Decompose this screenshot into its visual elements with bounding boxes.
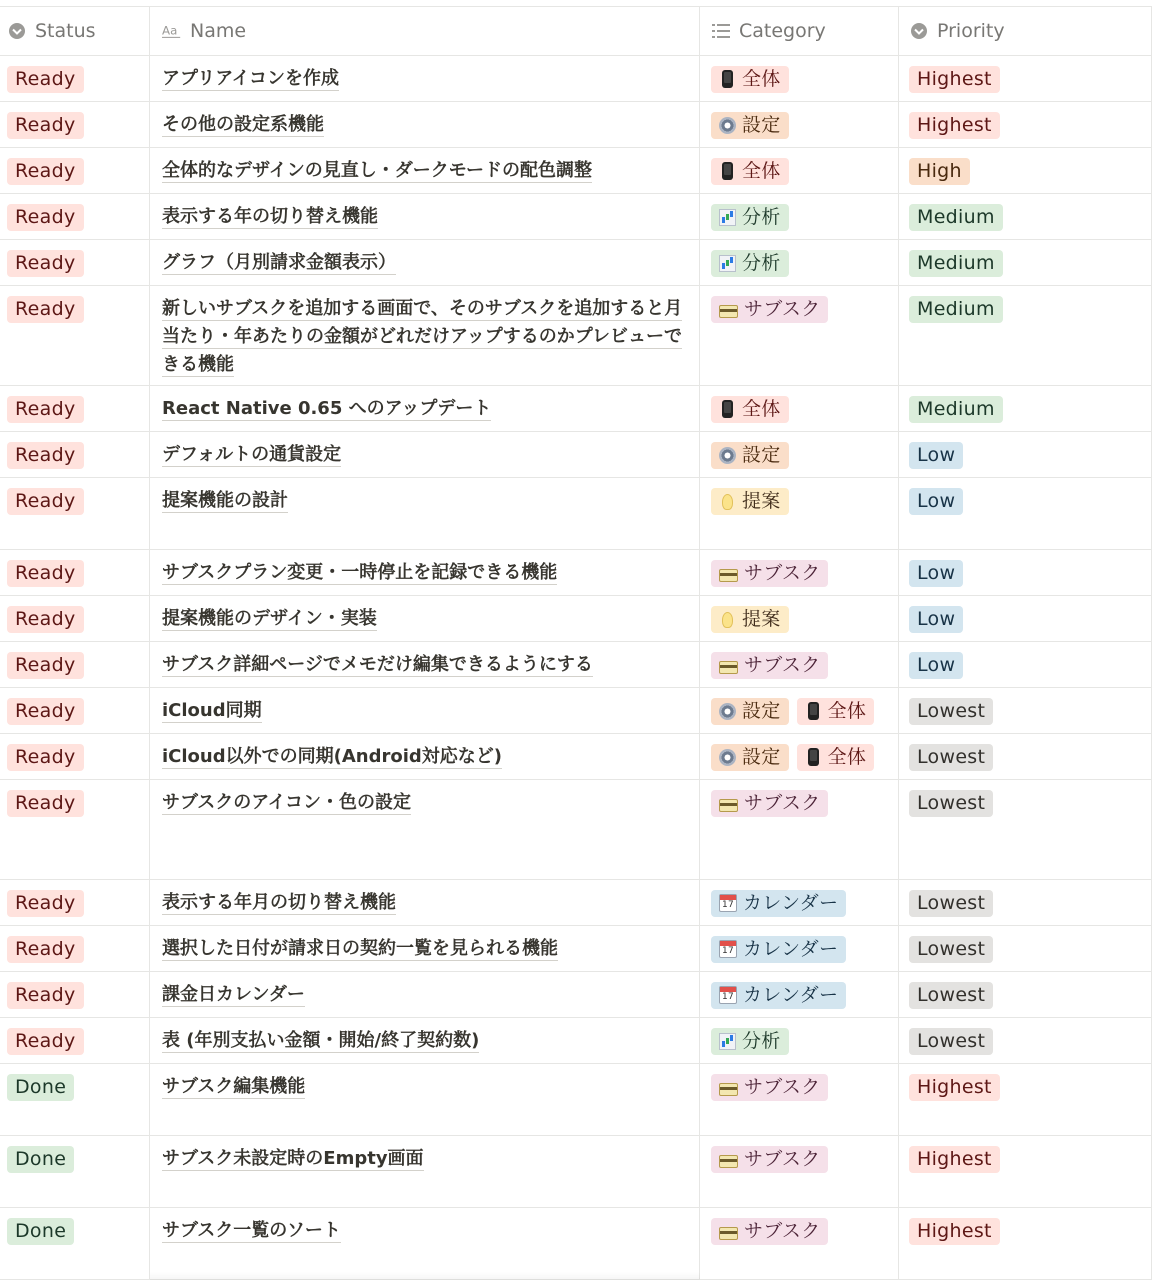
priority-tag: High bbox=[909, 158, 970, 185]
status-tag: Ready bbox=[7, 1028, 84, 1055]
priority-cell[interactable] bbox=[899, 432, 1152, 477]
name-cell[interactable] bbox=[150, 286, 700, 385]
category-tag bbox=[711, 1028, 789, 1055]
page-title-text: その他の設定系機能 bbox=[162, 114, 324, 135]
priority-tag: Lowest bbox=[909, 890, 993, 917]
table-row[interactable] bbox=[0, 478, 1152, 550]
priority-tag: Highest bbox=[909, 112, 1000, 139]
name-cell[interactable] bbox=[150, 1064, 700, 1135]
table-row[interactable] bbox=[0, 734, 1152, 780]
category-tag bbox=[711, 560, 828, 587]
category-cell[interactable] bbox=[700, 880, 899, 925]
page-title-text: 新しいサブスクを追加する画面で、そのサブスクを追加すると月 bbox=[162, 298, 683, 319]
category-label: 全体 bbox=[742, 68, 781, 90]
page-title-text: サブスク編集機能 bbox=[162, 1076, 306, 1097]
priority-tag: Lowest bbox=[909, 1028, 993, 1055]
column-header-status[interactable] bbox=[0, 7, 150, 55]
light-bulb-icon bbox=[722, 612, 733, 628]
status-tag: Ready bbox=[7, 158, 84, 185]
gear-icon bbox=[719, 117, 736, 134]
category-label: 設定 bbox=[742, 114, 781, 136]
priority-cell[interactable] bbox=[899, 56, 1152, 101]
status-tag: Ready bbox=[7, 890, 84, 917]
priority-tag: Highest bbox=[909, 1218, 1000, 1245]
select-property-icon bbox=[909, 21, 929, 41]
name-cell[interactable] bbox=[150, 596, 700, 641]
category-cell[interactable] bbox=[700, 102, 899, 147]
table-row[interactable] bbox=[0, 240, 1152, 286]
category-label: 全体 bbox=[827, 746, 867, 768]
priority-tag: Highest bbox=[909, 1074, 1000, 1101]
status-tag: Ready bbox=[7, 442, 84, 469]
bar-chart-icon bbox=[719, 209, 736, 226]
category-cell[interactable] bbox=[700, 642, 899, 687]
calendar-icon bbox=[719, 986, 737, 1004]
table-row[interactable] bbox=[0, 596, 1152, 642]
status-tag: Ready bbox=[7, 606, 84, 633]
table-row[interactable] bbox=[0, 642, 1152, 688]
name-cell[interactable] bbox=[150, 688, 700, 733]
page-title-link[interactable] bbox=[162, 559, 699, 587]
name-cell[interactable] bbox=[150, 56, 700, 101]
calendar-icon bbox=[719, 940, 737, 958]
page-title-text: 表示する年月の切り替え機能 bbox=[162, 892, 396, 913]
category-tag bbox=[711, 204, 789, 231]
page-title-link[interactable] bbox=[162, 157, 699, 185]
status-cell[interactable] bbox=[0, 1064, 150, 1135]
category-tag bbox=[711, 66, 789, 93]
page-title-text: サブスクプラン変更・一時停止を記録できる機能 bbox=[162, 562, 558, 583]
page-title-text: サブスクのアイコン・色の設定 bbox=[162, 792, 411, 813]
page-title-link[interactable] bbox=[162, 981, 699, 1009]
light-bulb-icon bbox=[722, 494, 733, 510]
priority-tag: Low bbox=[909, 560, 963, 587]
status-cell[interactable] bbox=[0, 972, 150, 1017]
priority-tag: Low bbox=[909, 652, 963, 679]
priority-cell[interactable] bbox=[899, 880, 1152, 925]
category-label: サブスク bbox=[744, 298, 821, 320]
table-header bbox=[0, 6, 1152, 56]
category-tag bbox=[711, 296, 828, 323]
select-property-icon bbox=[7, 21, 27, 41]
table-row[interactable] bbox=[0, 780, 1152, 880]
status-tag: Ready bbox=[7, 66, 84, 93]
mobile-phone-icon bbox=[722, 400, 733, 418]
column-header-priority[interactable] bbox=[899, 7, 1152, 55]
category-cell[interactable] bbox=[700, 432, 899, 477]
gear-icon bbox=[719, 447, 736, 464]
status-tag: Done bbox=[7, 1074, 74, 1101]
name-cell[interactable] bbox=[150, 386, 700, 431]
category-tag bbox=[711, 936, 846, 963]
priority-cell[interactable] bbox=[899, 972, 1152, 1017]
status-tag: Ready bbox=[7, 296, 84, 323]
priority-cell[interactable] bbox=[899, 926, 1152, 971]
status-tag: Ready bbox=[7, 936, 84, 963]
status-tag: Ready bbox=[7, 204, 84, 231]
priority-cell[interactable] bbox=[899, 550, 1152, 595]
page-title-text: デフォルトの通貨設定 bbox=[162, 444, 342, 465]
status-cell[interactable] bbox=[0, 734, 150, 779]
page-title-text: 選択した日付が請求日の契約一覧を見られる機能 bbox=[162, 938, 558, 959]
name-cell[interactable] bbox=[150, 194, 700, 239]
priority-cell[interactable] bbox=[899, 642, 1152, 687]
category-tag bbox=[711, 112, 789, 139]
category-tag bbox=[711, 790, 828, 817]
status-tag: Ready bbox=[7, 744, 84, 771]
table-row[interactable] bbox=[0, 432, 1152, 478]
page-title-link[interactable] bbox=[162, 697, 699, 725]
category-label: サブスク bbox=[744, 654, 821, 676]
category-label: カレンダー bbox=[743, 938, 839, 960]
status-cell[interactable] bbox=[0, 478, 150, 549]
scroll-shadow bbox=[150, 1272, 700, 1280]
status-cell[interactable] bbox=[0, 1018, 150, 1063]
priority-tag: Lowest bbox=[909, 982, 993, 1009]
priority-tag: Low bbox=[909, 442, 963, 469]
table-row[interactable] bbox=[0, 1064, 1152, 1136]
category-label: カレンダー bbox=[743, 984, 839, 1006]
page-title-text: 表示する年の切り替え機能 bbox=[162, 206, 378, 227]
priority-tag: Lowest bbox=[909, 744, 993, 771]
column-header-label: Priority bbox=[937, 20, 1005, 42]
mobile-phone-icon bbox=[808, 702, 819, 720]
category-cell[interactable] bbox=[700, 56, 899, 101]
svg-text:Aa: Aa bbox=[162, 23, 178, 38]
name-cell[interactable] bbox=[150, 972, 700, 1017]
status-tag: Ready bbox=[7, 488, 84, 515]
priority-cell[interactable] bbox=[899, 286, 1152, 385]
status-cell[interactable] bbox=[0, 102, 150, 147]
page-title-text: iCloud同期 bbox=[162, 700, 262, 721]
status-cell[interactable] bbox=[0, 1136, 150, 1207]
page-title-text: 当たり・年あたりの金額がどれだけアップするのかプレビューで bbox=[162, 326, 683, 347]
category-tag bbox=[711, 158, 789, 185]
category-label: カレンダー bbox=[743, 892, 839, 914]
column-header-label: Category bbox=[739, 20, 826, 42]
category-tag bbox=[711, 1074, 828, 1101]
priority-cell[interactable] bbox=[899, 1018, 1152, 1063]
page-title-text: サブスク未設定時のEmpty画面 bbox=[162, 1148, 424, 1169]
status-cell[interactable] bbox=[0, 880, 150, 925]
category-cell[interactable] bbox=[700, 1064, 899, 1135]
table-row[interactable] bbox=[0, 688, 1152, 734]
page-title-link[interactable] bbox=[162, 605, 699, 633]
category-label: 設定 bbox=[742, 444, 781, 466]
priority-tag: Medium bbox=[909, 296, 1003, 323]
name-cell[interactable] bbox=[150, 780, 700, 879]
status-cell[interactable] bbox=[0, 432, 150, 477]
status-tag: Ready bbox=[7, 560, 84, 587]
category-cell[interactable] bbox=[700, 596, 899, 641]
mobile-phone-icon bbox=[808, 748, 819, 766]
status-tag: Ready bbox=[7, 698, 84, 725]
category-cell[interactable] bbox=[700, 1208, 899, 1279]
category-tag bbox=[711, 1146, 828, 1173]
name-cell[interactable] bbox=[150, 432, 700, 477]
credit-card-icon bbox=[719, 799, 738, 812]
status-cell[interactable] bbox=[0, 780, 150, 879]
category-label: 設定 bbox=[742, 700, 781, 722]
status-cell[interactable] bbox=[0, 194, 150, 239]
credit-card-icon bbox=[719, 661, 738, 674]
page-title-text: 提案機能の設計 bbox=[162, 490, 288, 511]
page-title-link[interactable] bbox=[162, 295, 699, 379]
status-cell[interactable] bbox=[0, 642, 150, 687]
priority-cell[interactable] bbox=[899, 386, 1152, 431]
name-cell[interactable] bbox=[150, 1136, 700, 1207]
priority-tag: Highest bbox=[909, 66, 1000, 93]
table-row[interactable] bbox=[0, 148, 1152, 194]
name-cell[interactable] bbox=[150, 642, 700, 687]
page-title-text: iCloud以外での同期(Android対応など) bbox=[162, 746, 502, 767]
page-title-text: きる機能 bbox=[162, 354, 234, 375]
category-label: サブスク bbox=[744, 1220, 821, 1242]
status-cell[interactable] bbox=[0, 926, 150, 971]
priority-tag: Medium bbox=[909, 396, 1003, 423]
category-label: 提案 bbox=[742, 608, 781, 630]
category-cell[interactable] bbox=[700, 780, 899, 879]
status-tag: Ready bbox=[7, 250, 84, 277]
priority-tag: Highest bbox=[909, 1146, 1000, 1173]
category-label: サブスク bbox=[744, 562, 821, 584]
category-label: 全体 bbox=[742, 160, 781, 182]
table-row[interactable] bbox=[0, 102, 1152, 148]
category-tag bbox=[711, 744, 789, 771]
status-cell[interactable] bbox=[0, 688, 150, 733]
category-tag bbox=[711, 890, 846, 917]
column-header-label: Status bbox=[35, 20, 96, 42]
bar-chart-icon bbox=[719, 1033, 736, 1050]
gear-icon bbox=[719, 749, 736, 766]
page-title-link[interactable] bbox=[162, 249, 699, 277]
priority-cell[interactable] bbox=[899, 780, 1152, 879]
name-cell[interactable] bbox=[150, 148, 700, 193]
category-cell[interactable] bbox=[700, 688, 899, 733]
category-tag bbox=[711, 442, 789, 469]
page-title-link[interactable] bbox=[162, 203, 699, 231]
category-label: 分析 bbox=[742, 206, 781, 228]
category-tag bbox=[711, 1218, 828, 1245]
category-label: サブスク bbox=[744, 1148, 821, 1170]
status-tag: Ready bbox=[7, 112, 84, 139]
category-cell[interactable] bbox=[700, 194, 899, 239]
priority-cell[interactable] bbox=[899, 596, 1152, 641]
table-row[interactable] bbox=[0, 1018, 1152, 1064]
credit-card-icon bbox=[719, 569, 738, 582]
category-tag bbox=[711, 396, 789, 423]
priority-cell[interactable] bbox=[899, 102, 1152, 147]
status-tag: Ready bbox=[7, 790, 84, 817]
table-row[interactable] bbox=[0, 56, 1152, 102]
table-body bbox=[0, 56, 1152, 1280]
category-tag bbox=[711, 488, 789, 515]
page-title-text: React Native 0.65 へのアップデート bbox=[162, 398, 492, 419]
status-cell[interactable] bbox=[0, 240, 150, 285]
status-cell[interactable] bbox=[0, 386, 150, 431]
status-cell[interactable] bbox=[0, 56, 150, 101]
priority-tag: Lowest bbox=[909, 936, 993, 963]
category-cell[interactable] bbox=[700, 386, 899, 431]
table-row[interactable] bbox=[0, 880, 1152, 926]
priority-cell[interactable] bbox=[899, 1064, 1152, 1135]
category-label: 設定 bbox=[742, 746, 781, 768]
priority-cell[interactable] bbox=[899, 1136, 1152, 1207]
table-row[interactable] bbox=[0, 1208, 1152, 1280]
category-tag bbox=[797, 698, 875, 725]
page-title-link[interactable] bbox=[162, 111, 699, 139]
category-tag bbox=[711, 652, 828, 679]
category-cell[interactable] bbox=[700, 926, 899, 971]
page-title-text: グラフ（月別請求金額表示） bbox=[162, 252, 396, 273]
category-tag bbox=[711, 698, 789, 725]
priority-cell[interactable] bbox=[899, 194, 1152, 239]
priority-cell[interactable] bbox=[899, 240, 1152, 285]
table-row[interactable] bbox=[0, 1136, 1152, 1208]
page-title-link[interactable] bbox=[162, 935, 699, 963]
category-cell[interactable] bbox=[700, 1018, 899, 1063]
page-title-link[interactable] bbox=[162, 1217, 699, 1245]
gear-icon bbox=[719, 703, 736, 720]
page-title-link[interactable] bbox=[162, 789, 699, 817]
category-tag bbox=[711, 982, 846, 1009]
table-row[interactable] bbox=[0, 194, 1152, 240]
status-cell[interactable] bbox=[0, 286, 150, 385]
calendar-icon bbox=[719, 894, 737, 912]
page-title-link[interactable] bbox=[162, 743, 699, 771]
name-cell[interactable] bbox=[150, 1208, 700, 1279]
priority-tag: Medium bbox=[909, 250, 1003, 277]
category-cell[interactable] bbox=[700, 240, 899, 285]
category-cell[interactable] bbox=[700, 1136, 899, 1207]
page-title-link[interactable] bbox=[162, 1073, 699, 1101]
text-property-icon bbox=[162, 21, 182, 41]
page-title-text: 課金日カレンダー bbox=[162, 984, 305, 1005]
category-label: サブスク bbox=[744, 1076, 821, 1098]
status-cell[interactable] bbox=[0, 596, 150, 641]
name-cell[interactable] bbox=[150, 926, 700, 971]
status-cell[interactable] bbox=[0, 148, 150, 193]
table-row[interactable] bbox=[0, 550, 1152, 596]
status-tag: Ready bbox=[7, 982, 84, 1009]
page-title-link[interactable] bbox=[162, 1145, 699, 1173]
credit-card-icon bbox=[719, 1083, 738, 1096]
credit-card-icon bbox=[719, 305, 738, 318]
category-cell[interactable] bbox=[700, 286, 899, 385]
page-title-text: 表 (年別支払い金額・開始/終了契約数) bbox=[162, 1030, 480, 1051]
priority-cell[interactable] bbox=[899, 478, 1152, 549]
status-tag: Done bbox=[7, 1146, 74, 1173]
status-tag: Ready bbox=[7, 396, 84, 423]
priority-tag: Medium bbox=[909, 204, 1003, 231]
page-title-text: アプリアイコンを作成 bbox=[162, 68, 339, 89]
category-cell[interactable] bbox=[700, 478, 899, 549]
column-header-category[interactable] bbox=[700, 7, 899, 55]
name-cell[interactable] bbox=[150, 880, 700, 925]
status-cell[interactable] bbox=[0, 1208, 150, 1279]
priority-cell[interactable] bbox=[899, 1208, 1152, 1279]
category-tag bbox=[711, 250, 789, 277]
status-tag: Ready bbox=[7, 652, 84, 679]
table-row[interactable] bbox=[0, 286, 1152, 386]
multi-select-property-icon bbox=[711, 21, 731, 41]
name-cell[interactable] bbox=[150, 1018, 700, 1063]
category-cell[interactable] bbox=[700, 734, 899, 779]
page-title-text: 全体的なデザインの見直し・ダークモードの配色調整 bbox=[162, 160, 593, 181]
page-title-link[interactable] bbox=[162, 441, 699, 469]
page-title-text: サブスク一覧のソート bbox=[162, 1220, 341, 1241]
priority-tag: Lowest bbox=[909, 790, 993, 817]
page-title-link[interactable] bbox=[162, 1027, 699, 1055]
mobile-phone-icon bbox=[722, 70, 733, 88]
page-title-text: 提案機能のデザイン・実装 bbox=[162, 608, 377, 629]
priority-cell[interactable] bbox=[899, 148, 1152, 193]
name-cell[interactable] bbox=[150, 734, 700, 779]
bar-chart-icon bbox=[719, 255, 736, 272]
page-title-link[interactable] bbox=[162, 889, 699, 917]
page-title-link[interactable] bbox=[162, 65, 699, 93]
table-row[interactable] bbox=[0, 972, 1152, 1018]
page-title-link[interactable] bbox=[162, 651, 699, 679]
priority-tag: Lowest bbox=[909, 698, 993, 725]
name-cell[interactable] bbox=[150, 240, 700, 285]
status-cell[interactable] bbox=[0, 550, 150, 595]
credit-card-icon bbox=[719, 1227, 738, 1240]
category-label: 全体 bbox=[827, 700, 867, 722]
column-header-name[interactable] bbox=[150, 7, 700, 55]
category-label: サブスク bbox=[744, 792, 821, 814]
priority-cell[interactable] bbox=[899, 734, 1152, 779]
category-tag bbox=[797, 744, 875, 771]
category-cell[interactable] bbox=[700, 972, 899, 1017]
category-cell[interactable] bbox=[700, 148, 899, 193]
status-tag: Done bbox=[7, 1218, 74, 1245]
name-cell[interactable] bbox=[150, 478, 700, 549]
category-label: 分析 bbox=[742, 1030, 781, 1052]
page-title-link[interactable] bbox=[162, 395, 699, 423]
priority-tag: Low bbox=[909, 606, 963, 633]
name-cell[interactable] bbox=[150, 550, 700, 595]
category-label: 分析 bbox=[742, 252, 781, 274]
priority-tag: Low bbox=[909, 488, 963, 515]
page-title-link[interactable] bbox=[162, 487, 699, 515]
column-header-label: Name bbox=[190, 20, 247, 42]
category-cell[interactable] bbox=[700, 550, 899, 595]
mobile-phone-icon bbox=[722, 162, 733, 180]
priority-cell[interactable] bbox=[899, 688, 1152, 733]
table-row[interactable] bbox=[0, 926, 1152, 972]
credit-card-icon bbox=[719, 1155, 738, 1168]
table-row[interactable] bbox=[0, 386, 1152, 432]
page-title-text: サブスク詳細ページでメモだけ編集できるようにする bbox=[162, 654, 593, 675]
name-cell[interactable] bbox=[150, 102, 700, 147]
category-label: 提案 bbox=[742, 490, 781, 512]
category-label: 全体 bbox=[742, 398, 781, 420]
category-tag bbox=[711, 606, 789, 633]
